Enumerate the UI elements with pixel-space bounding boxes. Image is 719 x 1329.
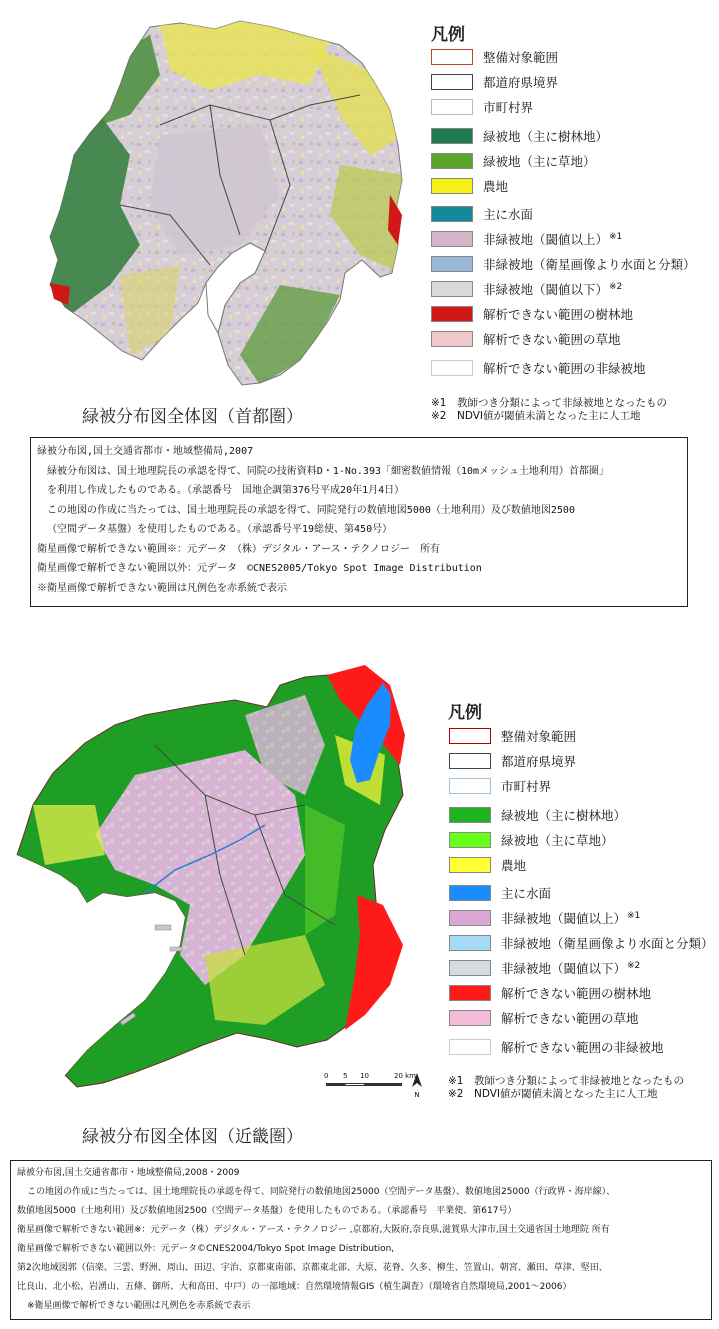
- kanto-legend-item: 主に水面: [431, 205, 533, 223]
- legend-swatch-na-nonveg: [449, 1039, 491, 1055]
- kanto-note-2: ※2 NDVI値が閾値未満となった主に人工地: [431, 410, 641, 422]
- kinki-legend-item: 非緑被地（閾値以上）$^{※1}$: [449, 909, 640, 927]
- kinki-note-1: ※1 教師つき分類によって非緑被地となったもの: [448, 1075, 684, 1087]
- kanto-legend: [431, 48, 719, 383]
- legend-swatch-nonveg-lo: [449, 960, 491, 976]
- legend-swatch-target: [431, 49, 473, 65]
- legend-swatch-pref: [431, 74, 473, 90]
- kanto-map-title: 緑被分布図全体図（首都圏）: [82, 407, 303, 427]
- kanto-legend-item: 農地: [431, 177, 508, 195]
- legend-swatch-na-nonveg: [431, 360, 473, 376]
- kanto-legend-item: 非緑被地（閾値以上）$^{※1}$: [431, 230, 622, 248]
- kinki-map-title: 緑被分布図全体図（近畿圏）: [82, 1127, 303, 1147]
- legend-swatch-na-forest: [431, 306, 473, 322]
- kinki-legend-item: 解析できない範囲の草地: [449, 1009, 639, 1027]
- kinki-note-2: ※2 NDVI値が閾値未満となった主に人工地: [448, 1088, 658, 1100]
- legend-swatch-water: [449, 885, 491, 901]
- kinki-legend-item: 緑被地（主に樹林地）: [449, 806, 626, 824]
- kinki-legend-item: 解析できない範囲の樹林地: [449, 984, 651, 1002]
- kanto-legend-item: 整備対象範囲: [431, 48, 558, 66]
- legend-swatch-farm: [431, 178, 473, 194]
- scale-bar-line: [326, 1083, 402, 1086]
- legend-swatch-nonveg-water: [449, 935, 491, 951]
- legend-swatch-nonveg-lo: [431, 281, 473, 297]
- kanto-legend-item: 都道府県境界: [431, 73, 558, 91]
- kanto-legend-item: 非緑被地（衛星画像より水面と分類）: [431, 255, 696, 273]
- scale-tick-0: 0: [324, 1072, 329, 1080]
- scale-tick-20: 20 km: [394, 1072, 417, 1080]
- legend-swatch-city: [431, 99, 473, 115]
- kinki-legend-item: 農地: [449, 856, 526, 874]
- kanto-land: [40, 20, 405, 385]
- north-label: N: [414, 1091, 420, 1099]
- scale-tick-5: 5: [343, 1072, 348, 1080]
- kanto-legend-item: 非緑被地（閾値以下）$^{※2}$: [431, 280, 622, 298]
- legend-swatch-na-grass: [449, 1010, 491, 1026]
- kinki-legend-item: 主に水面: [449, 884, 551, 902]
- kinki-legend-title: 凡例: [448, 703, 482, 723]
- legend-swatch-na-forest: [449, 985, 491, 1001]
- legend-swatch-forest: [431, 128, 473, 144]
- kinki-notes: [448, 1075, 684, 1101]
- kinki-legend-item: 都道府県境界: [449, 752, 576, 770]
- kanto-legend-title: 凡例: [431, 25, 465, 45]
- kinki-credit-box: 緑被分布図,国土交通省都市・地域整備局,2008・2009 この地図の作成に当たっては、国土地理院長の承認を得て、同院発行の数値地図25000（空間データ基盤）、数値地図25000（行政界・海岸線）、 数値地図5000（土地利用）及び数値地図2500（空間データ基盤）を使用したものである。（承認番号 平業使、第617号） 衛星画像で解析できない範囲※：元データ（株）デジタル・アース・テクノロジー ,京都府,大阪府,奈良県,滋賀県大津市,国土交通省国土地理院 所有 衛星画像で解析できない範囲以外：元データ©CNES2004/Tokyo Spot Image Distribution, 第2次地域図郭（信楽、三雲、野洲、周山、田辺、宇治、京都東南部、京都東北部、大原、花脊、久多、柳生、笠置山、朝宮、瀬田、草津、堅田、 比良山、北小松、岩湧山、五條、御所、大和高田、中戸）の一部地域：自然環境情報GIS（植生調査）（環境省自然環境局,2001～2006） ※衛星画像で解析できない範囲は凡例色を赤系統で表示: [10, 1160, 712, 1320]
- legend-swatch-city: [449, 778, 491, 794]
- legend-swatch-nonveg-water: [431, 256, 473, 272]
- kinki-scale-bar: [324, 1072, 419, 1094]
- kinki-legend-item: 非緑被地（衛星画像より水面と分類）: [449, 934, 714, 952]
- kinki-legend-item: 市町村界: [449, 777, 551, 795]
- legend-swatch-nonveg-hi: [431, 231, 473, 247]
- kanto-note-1: ※1 教師つき分類によって非緑被地となったもの: [431, 397, 667, 409]
- kanto-legend-item: 市町村界: [431, 98, 533, 116]
- legend-swatch-pref: [449, 753, 491, 769]
- legend-swatch-nonveg-hi: [449, 910, 491, 926]
- legend-swatch-grass: [431, 153, 473, 169]
- kinki-legend-item: 整備対象範囲: [449, 727, 576, 745]
- legend-swatch-forest: [449, 807, 491, 823]
- kanto-legend-item: 解析できない範囲の非緑被地: [431, 359, 646, 377]
- kinki-legend-item: 解析できない範囲の非緑被地: [449, 1038, 664, 1056]
- scale-tick-10: 10: [360, 1072, 369, 1080]
- kinki-legend: [449, 727, 719, 1062]
- kanto-map: [10, 15, 420, 395]
- kanto-notes: [431, 397, 667, 423]
- kinki-legend-item: 緑被地（主に草地）: [449, 831, 614, 849]
- kanto-legend-item: 緑被地（主に樹林地）: [431, 127, 608, 145]
- legend-swatch-farm: [449, 857, 491, 873]
- kinki-map: [5, 655, 420, 1095]
- legend-swatch-water: [431, 206, 473, 222]
- kinki-legend-item: 非緑被地（閾値以下）$^{※2}$: [449, 959, 640, 977]
- legend-swatch-target: [449, 728, 491, 744]
- kanto-legend-item: 解析できない範囲の草地: [431, 330, 621, 348]
- legend-swatch-grass: [449, 832, 491, 848]
- kanto-legend-item: 解析できない範囲の樹林地: [431, 305, 633, 323]
- kanto-legend-item: 緑被地（主に草地）: [431, 152, 596, 170]
- north-arrow-icon: [412, 1072, 422, 1099]
- kanto-credit-box: 緑被分布図,国土交通省都市・地域整備局,2007 緑被分布図は、国土地理院長の承認を得て、同院の技術資料D・1-No.393「細密数値情報（10mメッシュ土地利用）首都圏」 を利用し作成したものである。（承認番号 国地企調第376号平成20年1月4日） この地図の作成に当たっては、国土地理院長の承認を得て、同院発行の数値地図5000（土地利用）及び数値地図2500 （空間データ基盤）を使用したものである。（承認番号平19総使、第450号） 衛星画像で解析できない範囲※：元データ （株）デジタル・アース・テクノロジー 所有 衛星画像で解析できない範囲以外：元データ ©CNES2005/Tokyo Spot Image Distribution ※衛星画像で解析できない範囲は凡例色を赤系統で表示: [30, 437, 688, 607]
- legend-swatch-na-grass: [431, 331, 473, 347]
